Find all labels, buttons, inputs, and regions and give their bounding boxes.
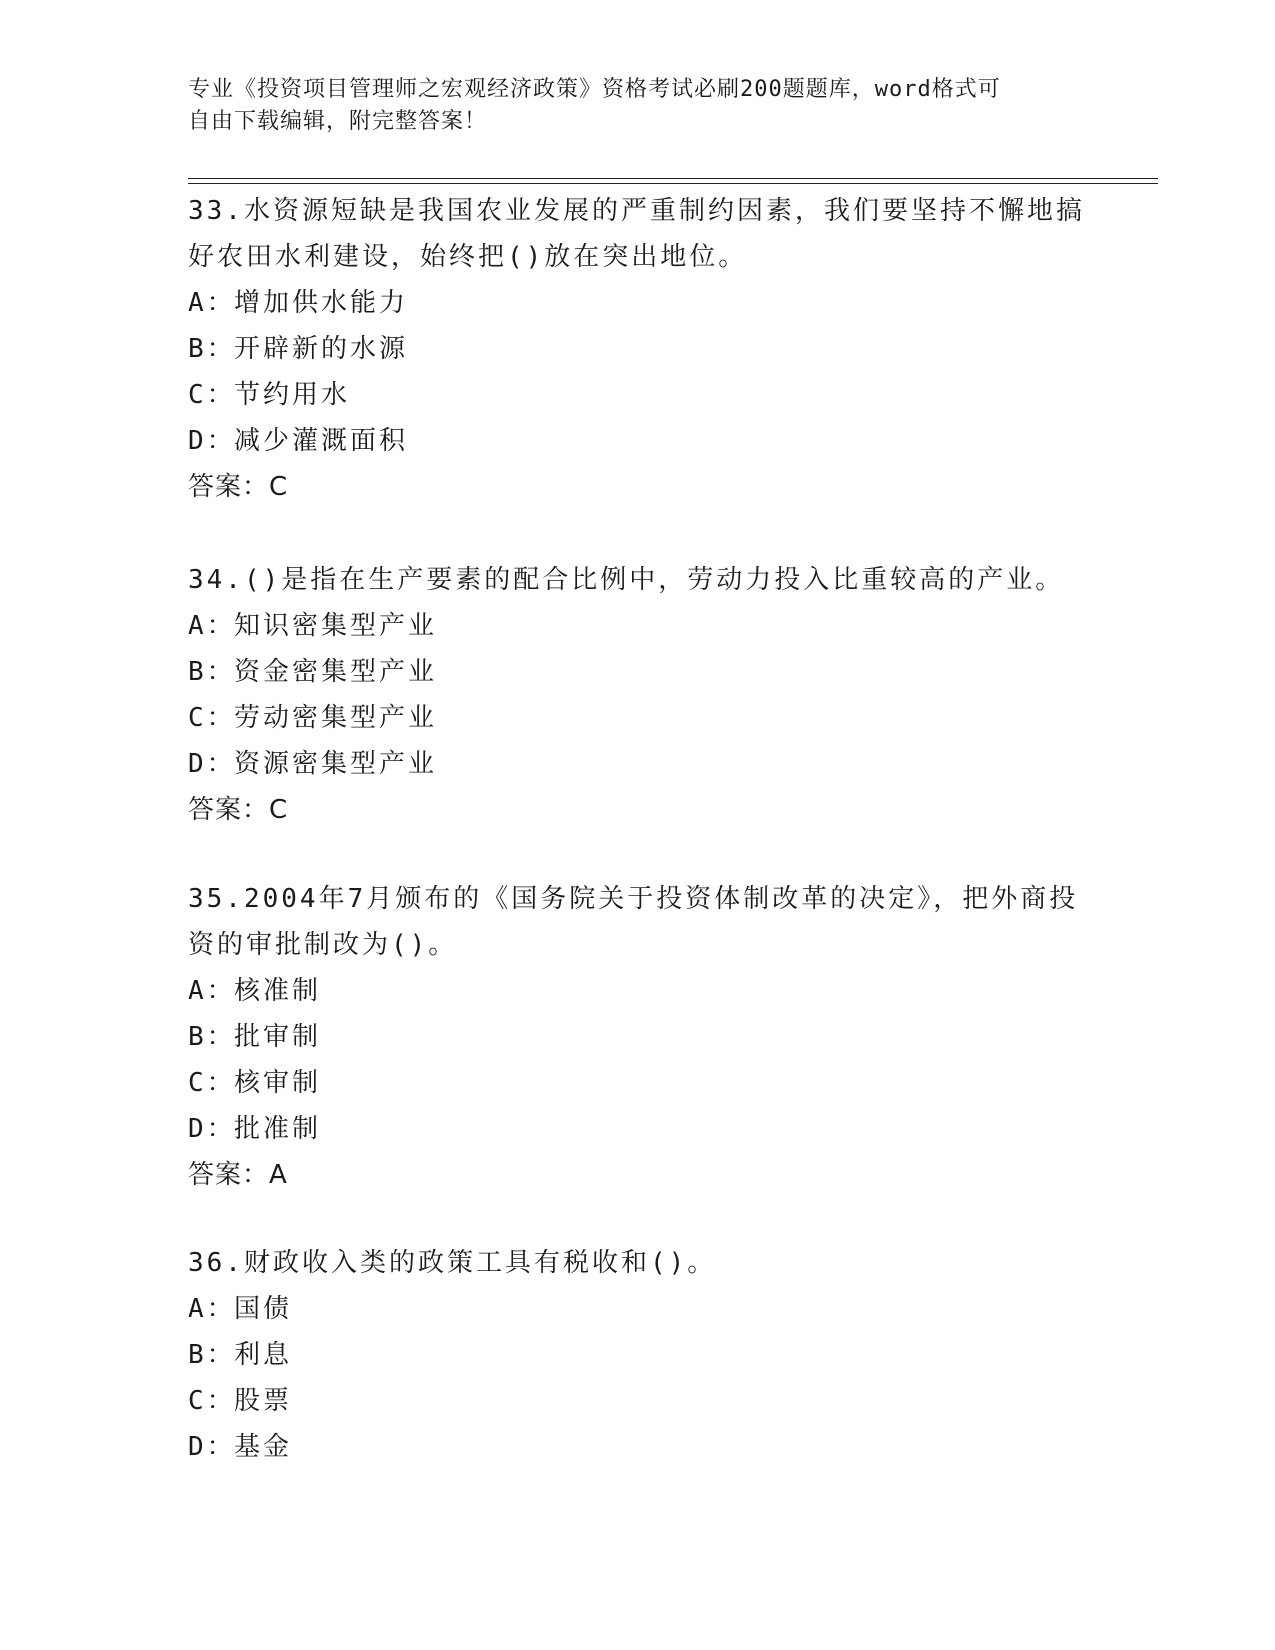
option-key: C：: [188, 380, 236, 410]
question-35: [188, 876, 1088, 1198]
option-text: 国债: [234, 1294, 293, 1324]
option-b: [188, 649, 1088, 695]
answer-line: 答案：C: [188, 472, 289, 502]
option-text: 股票: [234, 1386, 293, 1416]
option-d: [188, 1106, 1088, 1152]
option-text: 核审制: [234, 1068, 322, 1098]
option-c: [188, 1378, 1088, 1424]
option-text: 增加供水能力: [234, 288, 409, 318]
option-key: A：: [188, 1294, 236, 1324]
option-text: 基金: [234, 1432, 293, 1462]
option-d: [188, 741, 1088, 787]
answer-line: 答案：A: [188, 1160, 288, 1190]
question-stem: 33.水资源短缺是我国农业发展的严重制约因素，我们要坚持不懈地搞: [188, 196, 1085, 226]
question-33: [188, 188, 1088, 510]
option-key: B：: [188, 657, 236, 687]
question-stem-continued: 好农田水利建设，始终把()放在突出地位。: [188, 242, 748, 272]
option-d: [188, 418, 1088, 464]
header-divider-bottom: [188, 183, 1158, 184]
option-key: C：: [188, 703, 236, 733]
option-b: [188, 1014, 1088, 1060]
option-a: [188, 280, 1088, 326]
option-key: B：: [188, 1022, 236, 1052]
option-key: A：: [188, 611, 236, 641]
option-text: 节约用水: [234, 380, 351, 410]
option-text: 批审制: [234, 1022, 322, 1052]
option-key: C：: [188, 1386, 236, 1416]
option-text: 减少灌溉面积: [234, 426, 409, 456]
option-text: 知识密集型产业: [234, 611, 438, 641]
header-divider-top: [188, 178, 1158, 179]
option-d: [188, 1424, 1088, 1470]
option-a: [188, 968, 1088, 1014]
option-b: [188, 326, 1088, 372]
question-34: [188, 557, 1088, 833]
option-text: 利息: [234, 1340, 293, 1370]
question-36: [188, 1240, 1088, 1470]
question-stem: 35.2004年7月颁布的《国务院关于投资体制改革的决定》，把外商投: [188, 884, 1079, 914]
option-key: A：: [188, 976, 236, 1006]
header-line-2: 自由下载编辑，附完整答案！: [188, 109, 488, 134]
option-text: 劳动密集型产业: [234, 703, 438, 733]
answer-line: 答案：C: [188, 795, 289, 825]
option-key: B：: [188, 334, 236, 364]
option-key: B：: [188, 1340, 236, 1370]
question-stem: 36.财政收入类的政策工具有税收和()。: [188, 1248, 717, 1278]
option-c: [188, 695, 1088, 741]
option-text: 批准制: [234, 1114, 322, 1144]
option-text: 资金密集型产业: [234, 657, 438, 687]
option-key: A：: [188, 288, 236, 318]
option-b: [188, 1332, 1088, 1378]
option-text: 资源密集型产业: [234, 749, 438, 779]
question-stem: 34.()是指在生产要素的配合比例中，劳动力投入比重较高的产业。: [188, 565, 1065, 595]
option-a: [188, 1286, 1088, 1332]
option-c: [188, 372, 1088, 418]
option-key: D：: [188, 1114, 236, 1144]
option-key: D：: [188, 1432, 236, 1462]
option-key: C：: [188, 1068, 236, 1098]
option-text: 开辟新的水源: [234, 334, 409, 364]
option-c: [188, 1060, 1088, 1106]
document-header: [188, 74, 1088, 138]
option-key: D：: [188, 426, 236, 456]
option-a: [188, 603, 1088, 649]
option-text: 核准制: [234, 976, 322, 1006]
question-stem-continued: 资的审批制改为()。: [188, 930, 458, 960]
option-key: D：: [188, 749, 236, 779]
header-line-1: 专业《投资项目管理师之宏观经济政策》资格考试必刷200题题库，word格式可: [188, 77, 1001, 102]
